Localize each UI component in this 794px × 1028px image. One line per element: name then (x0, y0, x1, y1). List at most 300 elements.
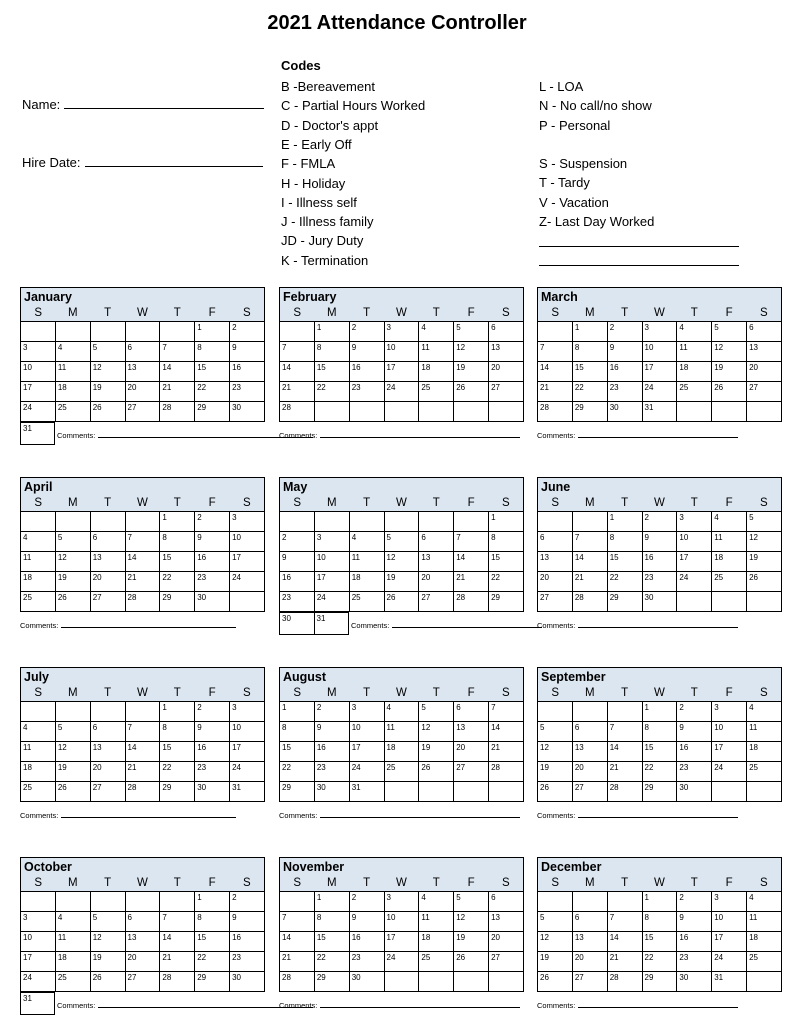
day-cell[interactable]: 27 (538, 592, 573, 612)
day-cell[interactable]: 13 (489, 342, 524, 362)
day-cell[interactable]: 29 (489, 592, 524, 612)
day-cell[interactable]: 3 (230, 702, 265, 722)
day-cell[interactable]: 6 (489, 892, 524, 912)
day-cell[interactable]: 6 (538, 532, 573, 552)
day-cell[interactable]: 17 (21, 952, 56, 972)
hire-date-field[interactable] (22, 155, 263, 170)
day-cell[interactable]: 25 (419, 952, 454, 972)
day-cell[interactable]: 17 (712, 742, 747, 762)
day-cell[interactable]: 20 (454, 742, 489, 762)
day-cell[interactable]: 15 (280, 742, 315, 762)
day-cell[interactable]: 9 (314, 722, 349, 742)
day-cell[interactable]: 9 (607, 342, 642, 362)
day-cell[interactable]: 1 (160, 702, 195, 722)
day-cell[interactable]: 27 (572, 972, 607, 992)
day-cell[interactable]: 11 (747, 912, 782, 932)
day-cell[interactable] (349, 402, 384, 422)
day-cell[interactable]: 4 (55, 342, 90, 362)
day-cell[interactable]: 19 (538, 952, 573, 972)
day-cell[interactable]: 12 (454, 342, 489, 362)
day-cell[interactable]: 31 (21, 993, 55, 1015)
day-cell[interactable]: 28 (489, 762, 524, 782)
day-cell[interactable]: 18 (419, 362, 454, 382)
day-cell[interactable]: 24 (677, 572, 712, 592)
day-cell[interactable]: 7 (454, 532, 489, 552)
day-cell[interactable]: 12 (712, 342, 747, 362)
day-cell[interactable]: 23 (677, 762, 712, 782)
day-cell[interactable]: 27 (572, 782, 607, 802)
day-cell[interactable]: 11 (55, 362, 90, 382)
day-cell[interactable]: 23 (677, 952, 712, 972)
day-cell[interactable]: 10 (384, 912, 419, 932)
name-field[interactable] (22, 97, 264, 112)
comments-field[interactable] (351, 621, 542, 630)
day-cell[interactable]: 28 (160, 972, 195, 992)
day-cell[interactable]: 4 (419, 892, 454, 912)
day-cell[interactable]: 20 (90, 762, 125, 782)
day-cell[interactable]: 2 (230, 892, 265, 912)
day-cell[interactable]: 27 (747, 382, 782, 402)
name-line[interactable] (64, 97, 264, 109)
day-cell[interactable]: 14 (607, 742, 642, 762)
day-cell[interactable]: 16 (195, 552, 230, 572)
day-cell[interactable]: 8 (195, 912, 230, 932)
day-cell[interactable]: 19 (712, 362, 747, 382)
day-cell[interactable]: 7 (280, 912, 315, 932)
day-cell[interactable]: 7 (607, 912, 642, 932)
day-cell[interactable] (747, 972, 782, 992)
day-cell[interactable]: 27 (454, 762, 489, 782)
day-cell[interactable]: 11 (677, 342, 712, 362)
day-cell[interactable]: 15 (195, 932, 230, 952)
day-cell[interactable]: 11 (21, 552, 56, 572)
day-cell[interactable] (90, 702, 125, 722)
comments-field[interactable] (537, 621, 738, 630)
day-cell[interactable]: 20 (90, 572, 125, 592)
day-cell[interactable] (21, 892, 56, 912)
day-cell[interactable]: 14 (160, 362, 195, 382)
day-cell[interactable]: 13 (572, 742, 607, 762)
day-cell[interactable]: 25 (384, 762, 419, 782)
day-cell[interactable] (90, 892, 125, 912)
day-cell[interactable]: 5 (90, 912, 125, 932)
day-cell[interactable] (712, 782, 747, 802)
day-cell[interactable] (21, 322, 56, 342)
day-cell[interactable]: 21 (538, 382, 573, 402)
day-cell[interactable] (125, 322, 160, 342)
day-cell[interactable]: 4 (384, 702, 419, 722)
day-cell[interactable]: 26 (419, 762, 454, 782)
day-cell[interactable]: 6 (454, 702, 489, 722)
day-cell[interactable] (572, 512, 607, 532)
day-cell[interactable]: 8 (160, 722, 195, 742)
comments-line[interactable] (320, 1001, 520, 1008)
day-cell[interactable]: 9 (677, 912, 712, 932)
day-cell[interactable] (538, 322, 573, 342)
day-cell[interactable]: 5 (55, 722, 90, 742)
day-cell[interactable]: 6 (572, 722, 607, 742)
day-cell[interactable]: 21 (125, 762, 160, 782)
day-cell[interactable]: 7 (125, 722, 160, 742)
day-cell[interactable]: 31 (349, 782, 384, 802)
day-cell[interactable] (384, 512, 419, 532)
day-cell[interactable] (384, 782, 419, 802)
day-cell[interactable]: 13 (90, 742, 125, 762)
day-cell[interactable]: 23 (195, 762, 230, 782)
day-cell[interactable] (538, 512, 573, 532)
day-cell[interactable]: 2 (349, 322, 384, 342)
day-cell[interactable]: 21 (607, 952, 642, 972)
day-cell[interactable] (677, 402, 712, 422)
day-cell[interactable]: 20 (489, 362, 524, 382)
day-cell[interactable]: 29 (572, 402, 607, 422)
day-cell[interactable]: 15 (642, 742, 677, 762)
day-cell[interactable]: 23 (195, 572, 230, 592)
day-cell[interactable] (125, 892, 160, 912)
day-cell[interactable] (349, 512, 384, 532)
day-cell[interactable]: 24 (712, 952, 747, 972)
day-cell[interactable]: 22 (572, 382, 607, 402)
day-cell[interactable]: 2 (677, 702, 712, 722)
day-cell[interactable]: 16 (607, 362, 642, 382)
day-cell[interactable]: 17 (21, 382, 56, 402)
day-cell[interactable]: 6 (572, 912, 607, 932)
day-cell[interactable]: 28 (572, 592, 607, 612)
day-cell[interactable]: 28 (280, 972, 315, 992)
day-cell[interactable]: 22 (607, 572, 642, 592)
comments-field[interactable] (20, 811, 236, 820)
day-cell[interactable]: 14 (280, 362, 315, 382)
day-cell[interactable] (677, 592, 712, 612)
day-cell[interactable]: 7 (280, 342, 315, 362)
day-cell[interactable] (454, 782, 489, 802)
day-cell[interactable] (747, 592, 782, 612)
day-cell[interactable]: 20 (489, 932, 524, 952)
day-cell[interactable]: 6 (419, 532, 454, 552)
day-cell[interactable]: 2 (607, 322, 642, 342)
day-cell[interactable]: 22 (160, 762, 195, 782)
day-cell[interactable]: 4 (21, 722, 56, 742)
day-cell[interactable]: 1 (642, 892, 677, 912)
comments-field[interactable] (279, 811, 520, 820)
day-cell[interactable]: 13 (489, 912, 524, 932)
day-cell[interactable] (572, 702, 607, 722)
day-cell[interactable]: 11 (419, 912, 454, 932)
day-cell[interactable]: 30 (195, 592, 230, 612)
day-cell[interactable]: 27 (125, 402, 160, 422)
day-cell[interactable]: 18 (747, 932, 782, 952)
day-cell[interactable] (538, 892, 573, 912)
day-cell[interactable] (712, 402, 747, 422)
day-cell[interactable]: 12 (538, 742, 573, 762)
day-cell[interactable]: 12 (747, 532, 782, 552)
day-cell[interactable]: 30 (230, 402, 265, 422)
day-cell[interactable] (125, 512, 160, 532)
day-cell[interactable]: 5 (747, 512, 782, 532)
day-cell[interactable]: 8 (160, 532, 195, 552)
day-cell[interactable]: 1 (195, 322, 230, 342)
day-cell[interactable]: 10 (384, 342, 419, 362)
day-cell[interactable]: 9 (677, 722, 712, 742)
day-cell[interactable] (489, 782, 524, 802)
day-cell[interactable]: 8 (280, 722, 315, 742)
day-cell[interactable]: 10 (230, 532, 265, 552)
day-cell[interactable]: 23 (642, 572, 677, 592)
day-cell[interactable]: 1 (572, 322, 607, 342)
day-cell[interactable]: 2 (195, 702, 230, 722)
day-cell[interactable]: 12 (454, 912, 489, 932)
day-cell[interactable]: 13 (125, 932, 160, 952)
day-cell[interactable]: 30 (677, 782, 712, 802)
day-cell[interactable]: 1 (314, 322, 349, 342)
day-cell[interactable] (90, 322, 125, 342)
day-cell[interactable]: 23 (349, 382, 384, 402)
day-cell[interactable]: 23 (314, 762, 349, 782)
day-cell[interactable]: 23 (230, 382, 265, 402)
day-cell[interactable]: 13 (572, 932, 607, 952)
day-cell[interactable]: 12 (55, 552, 90, 572)
day-cell[interactable]: 22 (642, 762, 677, 782)
day-cell[interactable]: 26 (454, 382, 489, 402)
day-cell[interactable]: 19 (55, 572, 90, 592)
day-cell[interactable]: 16 (230, 932, 265, 952)
day-cell[interactable]: 22 (642, 952, 677, 972)
day-cell[interactable]: 7 (607, 722, 642, 742)
day-cell[interactable] (230, 592, 265, 612)
day-cell[interactable]: 3 (384, 322, 419, 342)
day-cell[interactable]: 21 (607, 762, 642, 782)
day-cell[interactable]: 18 (21, 762, 56, 782)
day-cell[interactable]: 13 (747, 342, 782, 362)
day-cell[interactable]: 4 (419, 322, 454, 342)
day-cell[interactable]: 28 (454, 592, 489, 612)
day-cell[interactable]: 7 (160, 912, 195, 932)
day-cell[interactable]: 5 (538, 722, 573, 742)
day-cell[interactable]: 21 (160, 382, 195, 402)
day-cell[interactable]: 27 (125, 972, 160, 992)
day-cell[interactable]: 16 (677, 932, 712, 952)
day-cell[interactable]: 7 (125, 532, 160, 552)
day-cell[interactable]: 8 (314, 342, 349, 362)
blank-code-line-1[interactable] (539, 245, 739, 247)
day-cell[interactable]: 25 (747, 952, 782, 972)
day-cell[interactable]: 15 (314, 932, 349, 952)
day-cell[interactable]: 27 (489, 382, 524, 402)
day-cell[interactable]: 13 (538, 552, 573, 572)
day-cell[interactable]: 19 (90, 382, 125, 402)
day-cell[interactable]: 10 (642, 342, 677, 362)
day-cell[interactable]: 14 (125, 552, 160, 572)
day-cell[interactable]: 18 (419, 932, 454, 952)
day-cell[interactable]: 30 (677, 972, 712, 992)
day-cell[interactable]: 8 (195, 342, 230, 362)
day-cell[interactable]: 22 (489, 572, 524, 592)
day-cell[interactable]: 15 (195, 362, 230, 382)
day-cell[interactable]: 25 (55, 402, 90, 422)
day-cell[interactable]: 17 (642, 362, 677, 382)
day-cell[interactable]: 20 (419, 572, 454, 592)
day-cell[interactable]: 24 (384, 952, 419, 972)
day-cell[interactable] (747, 402, 782, 422)
day-cell[interactable]: 13 (454, 722, 489, 742)
day-cell[interactable]: 10 (712, 722, 747, 742)
day-cell[interactable]: 12 (90, 362, 125, 382)
day-cell[interactable]: 25 (21, 592, 56, 612)
day-cell[interactable]: 17 (349, 742, 384, 762)
day-cell[interactable]: 27 (90, 782, 125, 802)
day-cell[interactable]: 10 (677, 532, 712, 552)
comments-field[interactable] (537, 431, 738, 440)
day-cell[interactable]: 15 (160, 552, 195, 572)
day-cell[interactable]: 9 (195, 532, 230, 552)
day-cell[interactable]: 30 (280, 613, 315, 635)
day-cell[interactable]: 2 (280, 532, 315, 552)
day-cell[interactable]: 23 (230, 952, 265, 972)
day-cell[interactable]: 29 (314, 972, 349, 992)
comments-line[interactable] (61, 621, 236, 628)
day-cell[interactable]: 24 (712, 762, 747, 782)
day-cell[interactable]: 9 (230, 912, 265, 932)
day-cell[interactable]: 16 (230, 362, 265, 382)
day-cell[interactable]: 20 (747, 362, 782, 382)
comments-field[interactable] (537, 811, 738, 820)
day-cell[interactable]: 3 (677, 512, 712, 532)
day-cell[interactable]: 31 (230, 782, 265, 802)
day-cell[interactable]: 31 (642, 402, 677, 422)
day-cell[interactable] (55, 702, 90, 722)
day-cell[interactable]: 31 (314, 613, 349, 635)
day-cell[interactable]: 15 (642, 932, 677, 952)
day-cell[interactable]: 23 (280, 592, 315, 612)
day-cell[interactable]: 30 (195, 782, 230, 802)
day-cell[interactable]: 4 (677, 322, 712, 342)
day-cell[interactable]: 3 (384, 892, 419, 912)
day-cell[interactable]: 26 (90, 972, 125, 992)
day-cell[interactable]: 19 (419, 742, 454, 762)
day-cell[interactable]: 10 (21, 932, 56, 952)
day-cell[interactable]: 4 (747, 892, 782, 912)
day-cell[interactable] (90, 512, 125, 532)
day-cell[interactable]: 24 (21, 402, 56, 422)
day-cell[interactable]: 8 (572, 342, 607, 362)
day-cell[interactable]: 16 (642, 552, 677, 572)
day-cell[interactable]: 20 (572, 762, 607, 782)
day-cell[interactable]: 14 (572, 552, 607, 572)
day-cell[interactable]: 12 (419, 722, 454, 742)
comments-field[interactable] (20, 621, 236, 630)
day-cell[interactable] (160, 892, 195, 912)
day-cell[interactable]: 30 (642, 592, 677, 612)
day-cell[interactable]: 29 (195, 402, 230, 422)
day-cell[interactable]: 27 (419, 592, 454, 612)
day-cell[interactable]: 21 (125, 572, 160, 592)
day-cell[interactable]: 25 (55, 972, 90, 992)
day-cell[interactable]: 21 (489, 742, 524, 762)
day-cell[interactable]: 7 (160, 342, 195, 362)
day-cell[interactable]: 21 (572, 572, 607, 592)
day-cell[interactable]: 7 (538, 342, 573, 362)
day-cell[interactable]: 21 (280, 382, 315, 402)
day-cell[interactable]: 18 (677, 362, 712, 382)
day-cell[interactable]: 29 (280, 782, 315, 802)
day-cell[interactable]: 29 (607, 592, 642, 612)
day-cell[interactable]: 3 (642, 322, 677, 342)
day-cell[interactable] (607, 702, 642, 722)
day-cell[interactable]: 18 (384, 742, 419, 762)
day-cell[interactable]: 19 (55, 762, 90, 782)
day-cell[interactable]: 6 (747, 322, 782, 342)
day-cell[interactable]: 11 (747, 722, 782, 742)
day-cell[interactable]: 29 (160, 782, 195, 802)
comments-line[interactable] (61, 811, 236, 818)
day-cell[interactable]: 18 (712, 552, 747, 572)
day-cell[interactable]: 20 (125, 382, 160, 402)
day-cell[interactable]: 20 (125, 952, 160, 972)
day-cell[interactable]: 16 (280, 572, 315, 592)
day-cell[interactable]: 1 (642, 702, 677, 722)
hire-date-line[interactable] (85, 155, 263, 167)
day-cell[interactable]: 19 (90, 952, 125, 972)
day-cell[interactable]: 28 (125, 592, 160, 612)
day-cell[interactable]: 24 (642, 382, 677, 402)
day-cell[interactable]: 17 (384, 362, 419, 382)
day-cell[interactable] (419, 782, 454, 802)
day-cell[interactable]: 5 (538, 912, 573, 932)
day-cell[interactable]: 26 (747, 572, 782, 592)
day-cell[interactable] (747, 782, 782, 802)
day-cell[interactable] (280, 892, 315, 912)
day-cell[interactable]: 7 (572, 532, 607, 552)
day-cell[interactable]: 17 (677, 552, 712, 572)
day-cell[interactable]: 9 (280, 552, 315, 572)
day-cell[interactable]: 22 (314, 382, 349, 402)
day-cell[interactable]: 21 (280, 952, 315, 972)
day-cell[interactable]: 21 (454, 572, 489, 592)
day-cell[interactable] (607, 892, 642, 912)
day-cell[interactable]: 2 (314, 702, 349, 722)
day-cell[interactable]: 13 (125, 362, 160, 382)
day-cell[interactable]: 23 (349, 952, 384, 972)
day-cell[interactable]: 26 (538, 972, 573, 992)
day-cell[interactable]: 14 (538, 362, 573, 382)
day-cell[interactable]: 28 (538, 402, 573, 422)
day-cell[interactable] (454, 402, 489, 422)
day-cell[interactable]: 15 (607, 552, 642, 572)
day-cell[interactable]: 10 (712, 912, 747, 932)
day-cell[interactable]: 2 (677, 892, 712, 912)
day-cell[interactable]: 7 (489, 702, 524, 722)
day-cell[interactable]: 15 (160, 742, 195, 762)
day-cell[interactable]: 2 (195, 512, 230, 532)
day-cell[interactable]: 6 (90, 532, 125, 552)
day-cell[interactable]: 25 (349, 592, 384, 612)
day-cell[interactable]: 4 (712, 512, 747, 532)
day-cell[interactable]: 1 (160, 512, 195, 532)
day-cell[interactable] (280, 512, 315, 532)
day-cell[interactable]: 30 (314, 782, 349, 802)
day-cell[interactable]: 22 (280, 762, 315, 782)
day-cell[interactable] (538, 702, 573, 722)
day-cell[interactable] (454, 972, 489, 992)
day-cell[interactable]: 19 (454, 362, 489, 382)
day-cell[interactable] (419, 972, 454, 992)
day-cell[interactable] (489, 402, 524, 422)
day-cell[interactable]: 30 (607, 402, 642, 422)
day-cell[interactable]: 3 (21, 342, 56, 362)
day-cell[interactable]: 18 (55, 382, 90, 402)
comments-line[interactable] (578, 621, 738, 628)
day-cell[interactable]: 5 (90, 342, 125, 362)
